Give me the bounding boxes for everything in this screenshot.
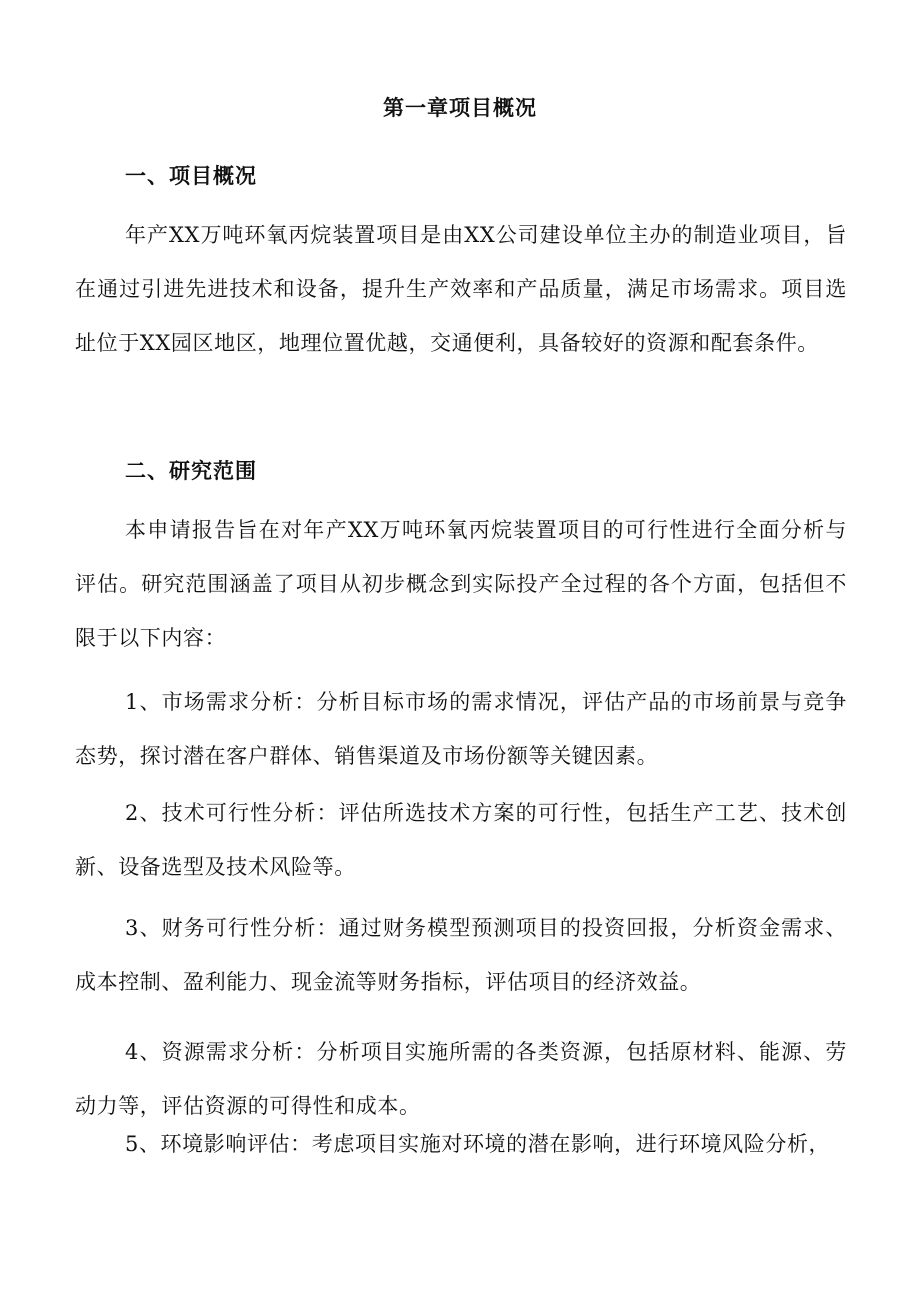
paragraph-project-overview: 年产XX万吨环氧丙烷装置项目是由XX公司建设单位主办的制造业项目，旨在通过引进先进技术和设备，提升生产效率和产品质量，满足市场需求。项目选址位于XX园区地区，地理位置优越，交通便利，具备较好的资源和配套条件。 <box>75 223 847 355</box>
paragraph-research-scope: 本申请报告旨在对年产XX万吨环氧丙烷装置项目的可行性进行全面分析与评估。研究范围涵盖了项目从初步概念到实际投产全过程的各个方面，包括但不限于以下内容： <box>75 518 847 650</box>
list-item-market-demand: 1、市场需求分析：分析目标市场的需求情况，评估产品的市场前景与竞争态势，探讨潜在客户群体、销售渠道及市场份额等关键因素。 <box>75 690 847 768</box>
list-item-technical-feasibility: 2、技术可行性分析：评估所选技术方案的可行性，包括生产工艺、技术创新、设备选型及技术风险等。 <box>75 801 847 879</box>
section-heading-research-scope: 二、研究范围 <box>125 459 257 483</box>
list-item-resource-demand: 4、资源需求分析：分析项目实施所需的各类资源，包括原材料、能源、劳动力等，评估资源的可得性和成本。 <box>75 1040 847 1118</box>
section-heading-overview: 一、项目概况 <box>125 164 257 188</box>
chapter-title: 第一章项目概况 <box>383 96 537 120</box>
list-item-financial-feasibility: 3、财务可行性分析：通过财务模型预测项目的投资回报，分析资金需求、成本控制、盈利能力、现金流等财务指标，评估项目的经济效益。 <box>75 916 847 994</box>
list-item-environmental-impact: 5、环境影响评估：考虑项目实施对环境的潜在影响，进行环境风险分析， <box>125 1132 831 1156</box>
